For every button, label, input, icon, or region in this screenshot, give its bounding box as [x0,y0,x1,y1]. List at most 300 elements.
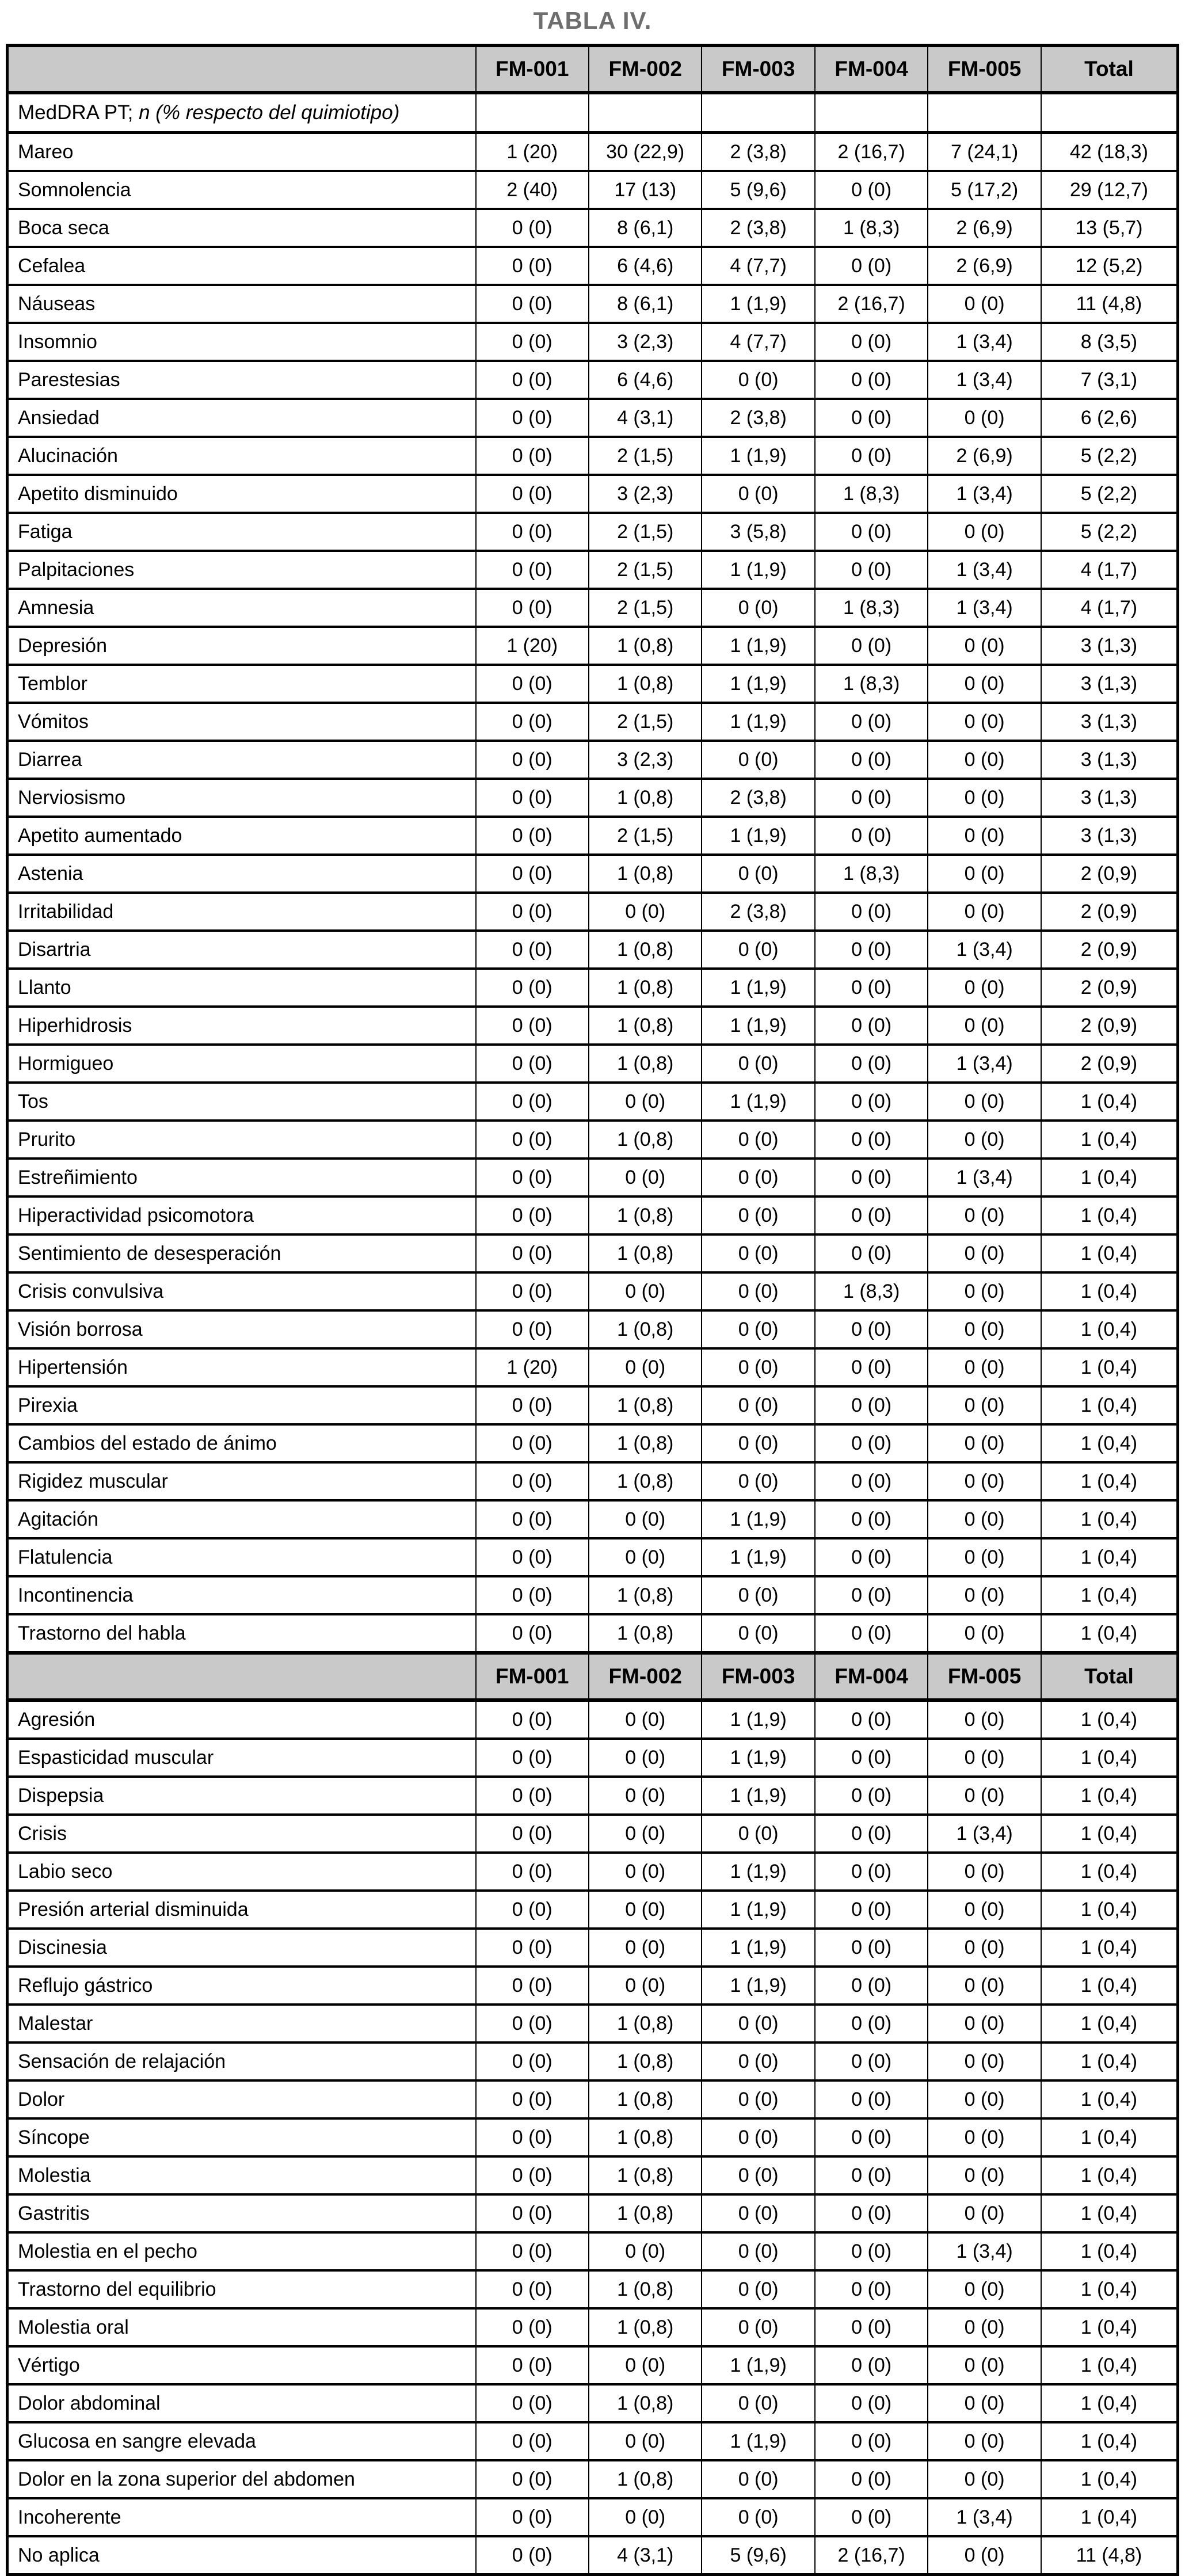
cell-fm-003: 2 (3,8) [702,209,814,247]
row-label: Insomnio [7,323,476,361]
cell-fm-003: 2 (3,8) [702,133,814,172]
cell-fm-001: 0 (0) [476,2194,589,2232]
cell-fm-001: 0 (0) [476,1576,589,1614]
row-label: Boca seca [7,209,476,247]
cell-fm-002: 0 (0) [589,1967,702,2005]
cell-fm-003: 1 (1,9) [702,2422,814,2460]
cell-fm-005: 0 (0) [928,2270,1041,2308]
cell-total: 1 (0,4) [1041,2194,1178,2232]
cell-fm-003: 0 (0) [702,2118,814,2156]
table-row [7,247,1178,285]
subheader-empty-cell [589,93,702,133]
cell-fm-003: 0 (0) [702,1424,814,1462]
cell-fm-001: 0 (0) [476,2080,589,2118]
cell-fm-003: 0 (0) [702,2042,814,2080]
cell-fm-005: 0 (0) [928,893,1041,931]
cell-fm-004: 0 (0) [815,2080,928,2118]
cell-fm-003: 0 (0) [702,589,814,627]
cell-fm-005: 0 (0) [928,399,1041,437]
row-label: Molestia en el pecho [7,2232,476,2270]
cell-total: 1 (0,4) [1041,1272,1178,1310]
table-row [7,1462,1178,1500]
cell-fm-005: 1 (3,4) [928,931,1041,969]
cell-fm-004: 0 (0) [815,1500,928,1538]
cell-fm-004: 0 (0) [815,969,928,1007]
cell-total: 1 (0,4) [1041,2422,1178,2460]
cell-total: 7 (3,1) [1041,361,1178,399]
table-row [7,931,1178,969]
cell-fm-002: 0 (0) [589,1083,702,1121]
cell-total: 2 (0,9) [1041,855,1178,893]
cell-fm-003: 1 (1,9) [702,437,814,475]
table-row [7,171,1178,209]
cell-fm-004: 0 (0) [815,1159,928,1196]
cell-fm-003: 1 (1,9) [702,703,814,741]
cell-fm-005: 0 (0) [928,1007,1041,1045]
cell-total: 3 (1,3) [1041,703,1178,741]
cell-fm-005: 0 (0) [928,665,1041,703]
cell-fm-004: 0 (0) [815,1121,928,1159]
cell-fm-001: 0 (0) [476,513,589,551]
cell-fm-002: 1 (0,8) [589,2308,702,2346]
table-row [7,1739,1178,1777]
cell-total: 1 (0,4) [1041,1462,1178,1500]
cell-fm-002: 1 (0,8) [589,855,702,893]
row-label: Molestia [7,2156,476,2194]
table-row [7,589,1178,627]
cell-total: 3 (1,3) [1041,665,1178,703]
cell-fm-003: 1 (1,9) [702,1007,814,1045]
cell-fm-001: 2 (40) [476,171,589,209]
row-label: Incontinencia [7,1576,476,1614]
table-row [7,1700,1178,1739]
column-header-fm-005: FM-005 [928,45,1041,93]
cell-fm-005: 0 (0) [928,2460,1041,2498]
table-row [7,1538,1178,1576]
cell-fm-002: 1 (0,8) [589,1196,702,1234]
cell-fm-004: 0 (0) [815,171,928,209]
table-row [7,2042,1178,2080]
cell-fm-001: 0 (0) [476,1159,589,1196]
row-label: Sensación de relajación [7,2042,476,2080]
row-label: Crisis [7,1815,476,1853]
row-label: Dolor abdominal [7,2384,476,2422]
cell-total: 5 (2,2) [1041,475,1178,513]
row-label: Dolor [7,2080,476,2118]
cell-fm-005: 0 (0) [928,513,1041,551]
cell-fm-001: 0 (0) [476,361,589,399]
column-header-fm-002: FM-002 [589,1653,702,1700]
cell-total: 1 (0,4) [1041,1891,1178,1929]
cell-total: 5 (2,2) [1041,513,1178,551]
row-label: Náuseas [7,285,476,323]
cell-fm-003: 1 (1,9) [702,2346,814,2384]
cell-fm-003: 1 (1,9) [702,1929,814,1967]
cell-fm-002: 1 (0,8) [589,1234,702,1272]
column-header-row [7,45,1178,93]
cell-fm-005: 0 (0) [928,1386,1041,1424]
cell-fm-001: 0 (0) [476,1739,589,1777]
cell-fm-003: 0 (0) [702,1045,814,1083]
adverse-events-table [6,44,1179,2576]
column-header-fm-004: FM-004 [815,1653,928,1700]
cell-fm-002: 0 (0) [589,1348,702,1386]
cell-total: 1 (0,4) [1041,1929,1178,1967]
table-row [7,2156,1178,2194]
cell-fm-001: 0 (0) [476,1700,589,1739]
table-row [7,1424,1178,1462]
cell-fm-005: 0 (0) [928,703,1041,741]
cell-fm-002: 1 (0,8) [589,1310,702,1348]
table-row [7,1929,1178,1967]
cell-fm-005: 1 (3,4) [928,551,1041,589]
cell-fm-004: 0 (0) [815,551,928,589]
table-row [7,893,1178,931]
cell-fm-005: 0 (0) [928,969,1041,1007]
table-row [7,2232,1178,2270]
cell-fm-003: 0 (0) [702,1272,814,1310]
cell-fm-001: 0 (0) [476,1500,589,1538]
cell-fm-003: 0 (0) [702,855,814,893]
cell-fm-001: 0 (0) [476,1929,589,1967]
cell-fm-002: 1 (0,8) [589,1121,702,1159]
cell-fm-001: 0 (0) [476,2460,589,2498]
cell-fm-005: 0 (0) [928,2080,1041,2118]
table-row [7,1310,1178,1348]
cell-fm-005: 0 (0) [928,1234,1041,1272]
cell-fm-002: 2 (1,5) [589,589,702,627]
cell-fm-001: 0 (0) [476,2232,589,2270]
row-label: Mareo [7,133,476,172]
cell-fm-001: 0 (0) [476,1196,589,1234]
cell-fm-005: 0 (0) [928,1196,1041,1234]
table-row [7,361,1178,399]
row-label: Cambios del estado de ánimo [7,1424,476,1462]
cell-fm-005: 0 (0) [928,1462,1041,1500]
table-row [7,1348,1178,1386]
cell-fm-001: 0 (0) [476,2005,589,2042]
row-label: Crisis convulsiva [7,1272,476,1310]
cell-fm-004: 0 (0) [815,2498,928,2536]
row-label: Hiperhidrosis [7,1007,476,1045]
cell-total: 1 (0,4) [1041,1083,1178,1121]
cell-fm-002: 0 (0) [589,2498,702,2536]
cell-fm-001: 0 (0) [476,1538,589,1576]
cell-total: 1 (0,4) [1041,1853,1178,1891]
cell-fm-002: 1 (0,8) [589,1045,702,1083]
table-title: TABLA IV. [533,7,652,34]
cell-fm-005: 1 (3,4) [928,361,1041,399]
cell-fm-001: 0 (0) [476,1853,589,1891]
cell-fm-002: 2 (1,5) [589,551,702,589]
cell-fm-005: 1 (3,4) [928,323,1041,361]
cell-fm-002: 0 (0) [589,1929,702,1967]
cell-fm-002: 1 (0,8) [589,931,702,969]
cell-fm-001: 0 (0) [476,2118,589,2156]
cell-fm-005: 1 (3,4) [928,2498,1041,2536]
cell-fm-003: 1 (1,9) [702,817,814,855]
table-row [7,1045,1178,1083]
table-row [7,741,1178,779]
cell-total: 2 (0,9) [1041,1007,1178,1045]
cell-total: 3 (1,3) [1041,627,1178,665]
table-row [7,323,1178,361]
table-row [7,1234,1178,1272]
table-row [7,1967,1178,2005]
row-label: Trastorno del habla [7,1614,476,1653]
row-label: Agitación [7,1500,476,1538]
row-label: Estreñimiento [7,1159,476,1196]
cell-fm-005: 1 (3,4) [928,475,1041,513]
cell-fm-001: 0 (0) [476,1891,589,1929]
cell-total: 13 (5,7) [1041,209,1178,247]
cell-fm-005: 1 (3,4) [928,1815,1041,1853]
cell-fm-001: 0 (0) [476,1967,589,2005]
cell-fm-001: 0 (0) [476,1777,589,1815]
cell-fm-004: 0 (0) [815,1614,928,1653]
cell-fm-003: 1 (1,9) [702,1538,814,1576]
cell-fm-003: 0 (0) [702,1310,814,1348]
cell-fm-002: 1 (0,8) [589,2156,702,2194]
cell-fm-003: 2 (3,8) [702,893,814,931]
cell-fm-002: 1 (0,8) [589,1462,702,1500]
table-row [7,1083,1178,1121]
cell-fm-005: 0 (0) [928,1614,1041,1653]
table-row [7,2080,1178,2118]
row-label: Glucosa en sangre elevada [7,2422,476,2460]
cell-fm-005: 0 (0) [928,285,1041,323]
cell-fm-002: 0 (0) [589,1500,702,1538]
cell-total: 3 (1,3) [1041,779,1178,817]
cell-fm-002: 0 (0) [589,1891,702,1929]
cell-fm-005: 0 (0) [928,2346,1041,2384]
cell-fm-003: 1 (1,9) [702,1891,814,1929]
cell-fm-002: 3 (2,3) [589,323,702,361]
cell-fm-003: 0 (0) [702,741,814,779]
cell-fm-003: 1 (1,9) [702,285,814,323]
table-row [7,1196,1178,1234]
cell-fm-001: 0 (0) [476,703,589,741]
cell-total: 4 (1,7) [1041,589,1178,627]
cell-total: 3 (1,3) [1041,817,1178,855]
cell-fm-001: 0 (0) [476,1462,589,1500]
cell-fm-002: 1 (0,8) [589,2384,702,2422]
cell-fm-005: 0 (0) [928,779,1041,817]
cell-fm-003: 0 (0) [702,2460,814,2498]
cell-fm-001: 0 (0) [476,475,589,513]
table-row [7,1159,1178,1196]
table-row [7,817,1178,855]
cell-fm-005: 0 (0) [928,2005,1041,2042]
cell-total: 1 (0,4) [1041,2042,1178,2080]
cell-fm-002: 0 (0) [589,1159,702,1196]
cell-fm-005: 2 (6,9) [928,209,1041,247]
adverse-events-table-body [7,45,1178,2575]
cell-fm-002: 6 (4,6) [589,361,702,399]
column-header-fm-003: FM-003 [702,45,814,93]
cell-fm-003: 0 (0) [702,475,814,513]
cell-fm-004: 0 (0) [815,247,928,285]
cell-fm-003: 0 (0) [702,1159,814,1196]
cell-fm-003: 1 (1,9) [702,1853,814,1891]
cell-total: 1 (0,4) [1041,1386,1178,1424]
row-label: Pirexia [7,1386,476,1424]
cell-fm-002: 1 (0,8) [589,969,702,1007]
cell-fm-002: 1 (0,8) [589,2005,702,2042]
cell-fm-002: 1 (0,8) [589,2460,702,2498]
row-label: Discinesia [7,1929,476,1967]
cell-fm-005: 0 (0) [928,1083,1041,1121]
cell-total: 1 (0,4) [1041,1196,1178,1234]
table-row [7,551,1178,589]
row-label: Vértigo [7,2346,476,2384]
cell-fm-004: 0 (0) [815,1310,928,1348]
cell-fm-003: 5 (9,6) [702,171,814,209]
cell-fm-004: 0 (0) [815,1424,928,1462]
row-label: Llanto [7,969,476,1007]
table-row [7,2460,1178,2498]
cell-total: 1 (0,4) [1041,2005,1178,2042]
cell-fm-004: 0 (0) [815,2460,928,2498]
cell-total: 1 (0,4) [1041,2232,1178,2270]
cell-fm-002: 0 (0) [589,2232,702,2270]
cell-fm-001: 0 (0) [476,1121,589,1159]
cell-fm-004: 0 (0) [815,931,928,969]
table-row [7,1777,1178,1815]
cell-fm-005: 0 (0) [928,1424,1041,1462]
column-header-empty [7,1653,476,1700]
cell-fm-001: 0 (0) [476,665,589,703]
cell-fm-004: 0 (0) [815,1538,928,1576]
row-label: Temblor [7,665,476,703]
cell-fm-001: 0 (0) [476,817,589,855]
column-header-total: Total [1041,45,1178,93]
cell-fm-005: 0 (0) [928,1967,1041,2005]
cell-fm-004: 0 (0) [815,1700,928,1739]
subheader-empty-cell [476,93,589,133]
cell-fm-004: 0 (0) [815,2156,928,2194]
row-label: Amnesia [7,589,476,627]
cell-total: 2 (0,9) [1041,893,1178,931]
subheader-empty-cell [815,93,928,133]
cell-fm-004: 1 (8,3) [815,855,928,893]
table-row [7,779,1178,817]
row-label: Trastorno del equilibrio [7,2270,476,2308]
row-label: Hormigueo [7,1045,476,1083]
row-label: Sentimiento de desesperación [7,1234,476,1272]
cell-fm-003: 5 (9,6) [702,2536,814,2575]
cell-fm-002: 0 (0) [589,1815,702,1853]
row-label: Tos [7,1083,476,1121]
cell-fm-005: 1 (3,4) [928,589,1041,627]
cell-fm-004: 0 (0) [815,2232,928,2270]
cell-fm-004: 0 (0) [815,1929,928,1967]
cell-fm-002: 1 (0,8) [589,779,702,817]
cell-fm-001: 1 (20) [476,1348,589,1386]
cell-total: 42 (18,3) [1041,133,1178,172]
cell-fm-001: 0 (0) [476,2042,589,2080]
cell-total: 1 (0,4) [1041,1538,1178,1576]
cell-fm-004: 0 (0) [815,1045,928,1083]
table-row [7,2270,1178,2308]
cell-fm-005: 0 (0) [928,2422,1041,2460]
row-label: Alucinación [7,437,476,475]
cell-fm-001: 0 (0) [476,1234,589,1272]
cell-total: 1 (0,4) [1041,1121,1178,1159]
cell-fm-001: 0 (0) [476,969,589,1007]
row-label: Hiperactividad psicomotora [7,1196,476,1234]
cell-fm-002: 1 (0,8) [589,2118,702,2156]
cell-total: 1 (0,4) [1041,1348,1178,1386]
column-header-fm-001: FM-001 [476,1653,589,1700]
cell-fm-001: 0 (0) [476,2498,589,2536]
column-header-fm-001: FM-001 [476,45,589,93]
cell-fm-004: 0 (0) [815,437,928,475]
cell-fm-004: 0 (0) [815,2422,928,2460]
cell-fm-004: 0 (0) [815,741,928,779]
table-row [7,475,1178,513]
row-label: Diarrea [7,741,476,779]
cell-fm-002: 30 (22,9) [589,133,702,172]
cell-total: 1 (0,4) [1041,2346,1178,2384]
cell-fm-001: 0 (0) [476,1424,589,1462]
cell-fm-002: 0 (0) [589,893,702,931]
cell-fm-003: 0 (0) [702,2308,814,2346]
cell-fm-001: 0 (0) [476,551,589,589]
cell-fm-004: 0 (0) [815,1348,928,1386]
cell-fm-002: 1 (0,8) [589,1007,702,1045]
cell-fm-005: 0 (0) [928,2042,1041,2080]
table-row [7,2005,1178,2042]
cell-fm-004: 2 (16,7) [815,2536,928,2575]
cell-fm-003: 0 (0) [702,1815,814,1853]
cell-fm-004: 0 (0) [815,1576,928,1614]
row-label: Reflujo gástrico [7,1967,476,2005]
cell-fm-004: 0 (0) [815,1891,928,1929]
table-row [7,855,1178,893]
cell-total: 12 (5,2) [1041,247,1178,285]
cell-fm-002: 1 (0,8) [589,627,702,665]
cell-total: 4 (1,7) [1041,551,1178,589]
row-label: Depresión [7,627,476,665]
table-row [7,1272,1178,1310]
cell-fm-005: 5 (17,2) [928,171,1041,209]
cell-fm-005: 2 (6,9) [928,437,1041,475]
cell-fm-003: 0 (0) [702,1386,814,1424]
cell-fm-003: 0 (0) [702,2384,814,2422]
cell-fm-003: 1 (1,9) [702,1083,814,1121]
table-row [7,399,1178,437]
cell-fm-003: 4 (7,7) [702,323,814,361]
cell-total: 5 (2,2) [1041,437,1178,475]
cell-total: 1 (0,4) [1041,1967,1178,2005]
table-row [7,1500,1178,1538]
table-row [7,665,1178,703]
row-label: Dolor en la zona superior del abdomen [7,2460,476,2498]
table-row [7,1576,1178,1614]
cell-fm-003: 1 (1,9) [702,627,814,665]
cell-fm-005: 0 (0) [928,1777,1041,1815]
cell-fm-003: 1 (1,9) [702,1967,814,2005]
cell-fm-004: 0 (0) [815,1234,928,1272]
table-row [7,2308,1178,2346]
table-row [7,2118,1178,2156]
row-label: Flatulencia [7,1538,476,1576]
cell-fm-003: 1 (1,9) [702,1500,814,1538]
table-row [7,2346,1178,2384]
cell-fm-002: 8 (6,1) [589,285,702,323]
cell-fm-001: 0 (0) [476,855,589,893]
